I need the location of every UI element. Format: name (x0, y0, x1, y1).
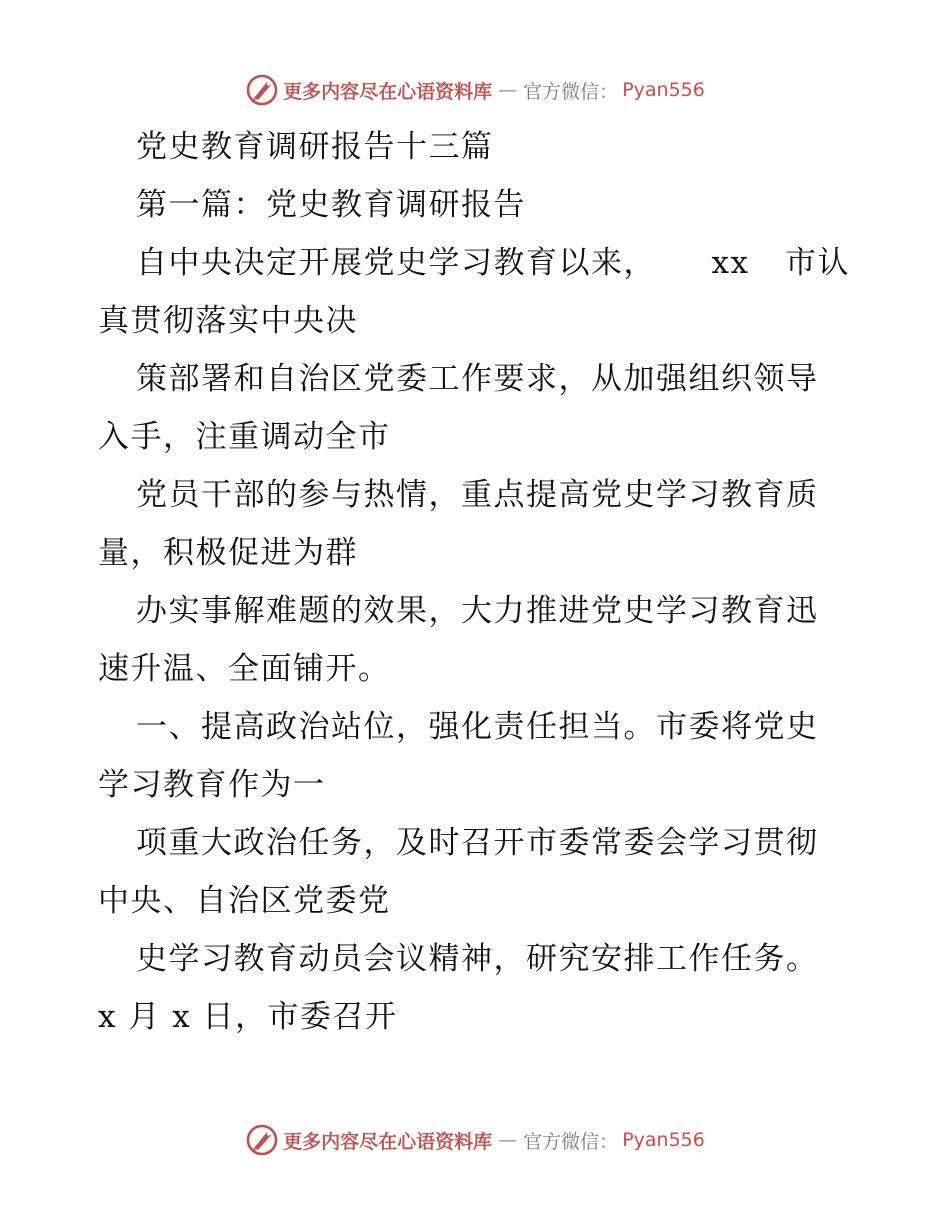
footer-watermark (0, 1120, 950, 1160)
document-body (98, 118, 850, 1046)
watermark-text: 更多内容尽在心语资料库 (283, 1130, 493, 1153)
watermark-wechat-id: Pyan556 (622, 79, 705, 101)
document-subtitle: 第一篇：党史教育调研报告 (136, 187, 526, 223)
text-span: xx (711, 245, 750, 281)
quill-pen-logo-icon (245, 73, 279, 107)
paragraph-7-line-2: x 月 x 日，市委召开 (98, 999, 398, 1035)
paragraph-5-line-2: 学习教育作为一 (98, 767, 326, 803)
paragraph-3-line-1: 党员干部的参与热情，重点提高党史学习教育质 (136, 477, 819, 513)
quill-pen-logo-icon (245, 1123, 279, 1157)
text-span: 自中央决定开展党史学习教育以来， (136, 245, 656, 281)
watermark-dash: — (498, 79, 518, 101)
paragraph-3-line-2: 量，积极促进为群 (98, 535, 358, 571)
document-title: 党史教育调研报告十三篇 (136, 129, 494, 165)
text-span: 市认 (785, 245, 850, 281)
paragraph-6-line-1: 项重大政治任务，及时召开市委常委会学习贯彻 (136, 825, 819, 861)
watermark-dash: — (498, 1129, 518, 1151)
paragraph-7-line-1: 史学习教育动员会议精神，研究安排工作任务。 (136, 941, 819, 977)
paragraph-4-line-1: 办实事解难题的效果，大力推进党史学习教育迅 (136, 593, 819, 629)
watermark-text: 更多内容尽在心语资料库 (283, 80, 493, 103)
header-watermark (0, 70, 950, 110)
watermark-wechat-label: 官方微信： (523, 1130, 619, 1153)
paragraph-5-line-1: 一、提高政治站位，强化责任担当。市委将党史 (136, 709, 819, 745)
watermark-wechat-id: Pyan556 (622, 1129, 705, 1151)
paragraph-6-line-2: 中央、自治区党委党 (98, 883, 391, 919)
watermark-wechat-label: 官方微信： (523, 80, 619, 103)
paragraph-4-line-2: 速升温、全面铺开。 (98, 651, 391, 687)
paragraph-1-line-1 (98, 234, 850, 292)
paragraph-1-line-2: 真贯彻落实中央决 (98, 303, 358, 339)
paragraph-2-line-1: 策部署和自治区党委工作要求，从加强组织领导 (136, 361, 819, 397)
paragraph-2-line-2: 入手，注重调动全市 (98, 419, 391, 455)
